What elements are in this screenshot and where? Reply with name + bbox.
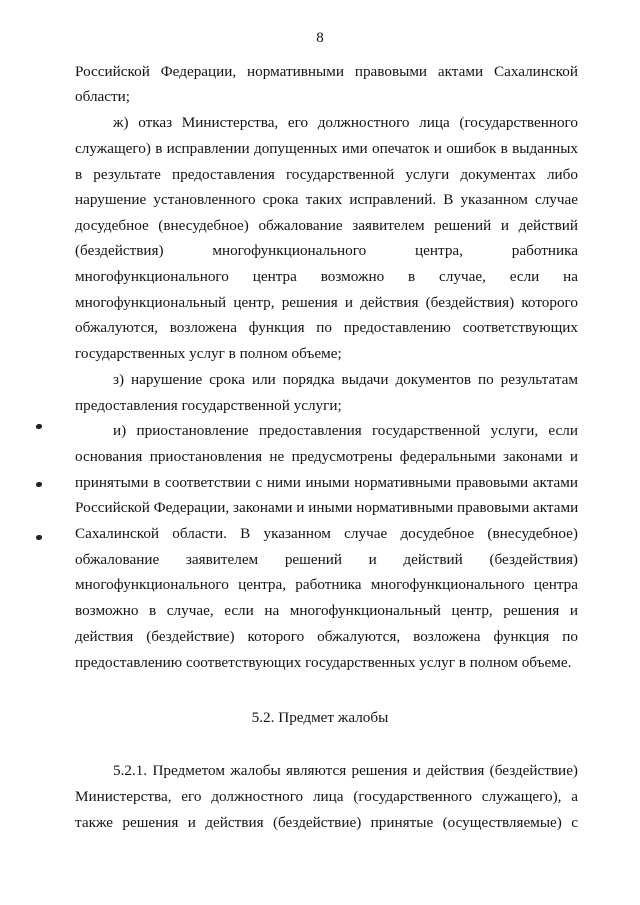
text-line: принятыми в соответствии с ними иными нормативными правовыми актами: [75, 474, 578, 491]
text-line: обжалуются, возложена функция по предоставлению соответствующих: [75, 319, 578, 336]
punch-hole-mark: [36, 535, 42, 540]
text-line: и) приостановление предоставления государственной услуги, если: [113, 422, 578, 439]
text-line: Сахалинской области. В указанном случае досудебное (внесудебное): [75, 525, 578, 542]
text-line: области;: [75, 88, 130, 105]
text-line: Российской Федерации, законами и иными нормативными правовыми актами: [75, 499, 579, 516]
text-line: действия (бездействие) которого обжалуются, возложена функция по: [75, 628, 578, 645]
text-line: многофункционального центра, работника многофункционального центра: [75, 576, 578, 593]
text-line: обжалование заявителем решений и действий (бездействия): [75, 551, 578, 568]
text-line: предоставления государственной услуги;: [75, 397, 342, 414]
punch-hole-mark: [36, 424, 42, 429]
text-line: нарушение установленного срока таких исправлений. В указанном случае: [75, 191, 578, 208]
punch-hole-mark: [36, 482, 42, 487]
text-line: Министерства, его должностного лица (государственного служащего), а: [75, 788, 578, 805]
page-number: 8: [316, 30, 324, 46]
text-line: также решения и действия (бездействие) принятые (осуществляемые) с: [75, 814, 578, 831]
text-line: Российской Федерации, нормативными правовыми актами Сахалинской: [75, 63, 578, 80]
text-line: в результате предоставления государственной услуги документах либо: [75, 166, 578, 183]
text-line: (бездействия) многофункционального центра, работника: [75, 242, 578, 259]
text-line: служащего) в исправлении допущенных ими опечаток и ошибок в выданных: [75, 140, 578, 157]
section-heading: 5.2. Предмет жалобы: [251, 709, 389, 726]
text-line: досудебное (внесудебное) обжалование заявителем решений и действий: [75, 217, 578, 234]
text-line: ж) отказ Министерства, его должностного лица (государственного: [113, 114, 578, 131]
text-line: з) нарушение срока или порядка выдачи документов по результатам: [113, 371, 578, 388]
text-line: государственных услуг в полном объеме;: [75, 345, 342, 362]
text-line: предоставлению соответствующих государственных услуг в полном объеме.: [75, 654, 572, 671]
text-line: основания приостановления не предусмотрены федеральными законами и: [75, 448, 578, 465]
text-line: 5.2.1. Предметом жалобы являются решения и действия (бездействие): [113, 762, 578, 779]
text-line: возможно в случае, если на многофункциональный центр, решения и: [75, 602, 578, 619]
text-line: многофункционального центра возможно в случае, если на: [75, 268, 578, 285]
text-line: многофункциональный центр, решения и действия (бездействия) которого: [75, 294, 578, 311]
